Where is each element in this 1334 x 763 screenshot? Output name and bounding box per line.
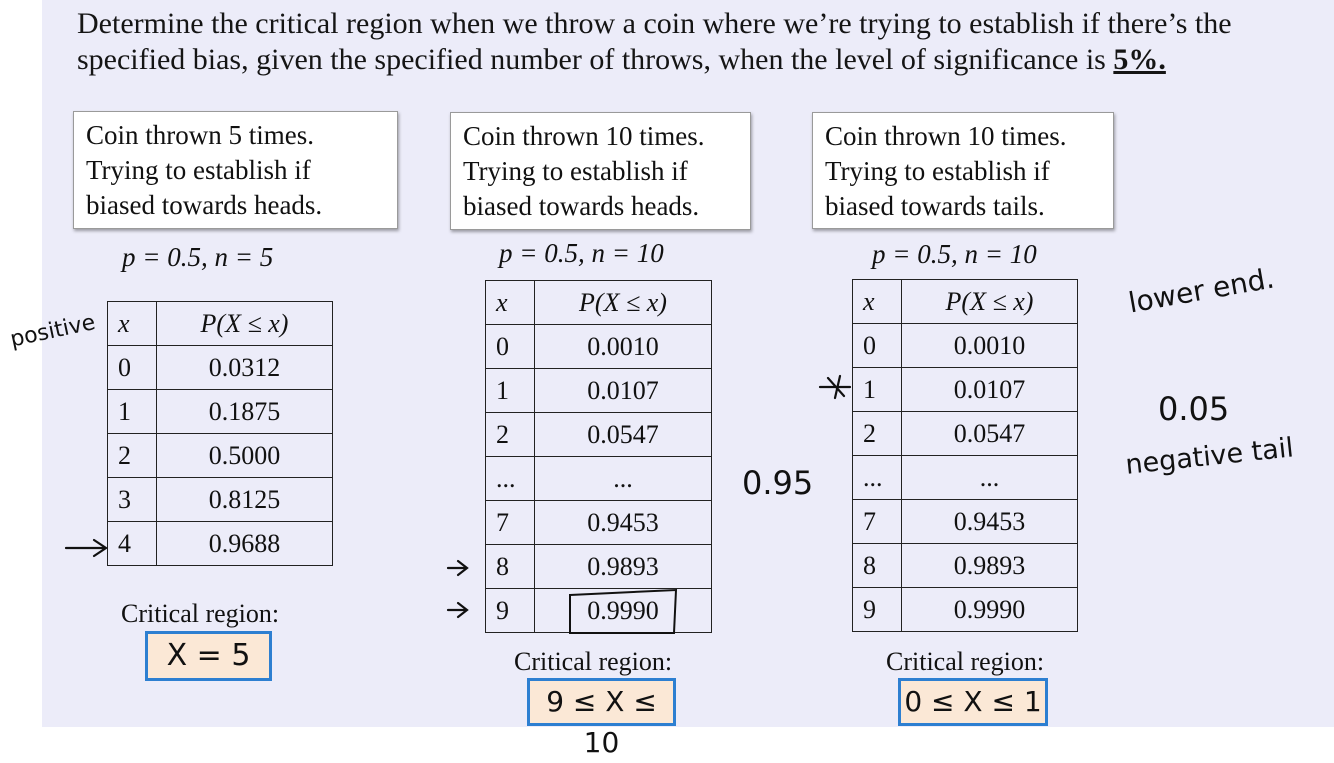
annotation-0-05: 0.05 [1158, 390, 1230, 428]
cell-prob: 0.9453 [535, 501, 712, 545]
table-row [486, 325, 712, 369]
annotation-0-95: 0.95 [742, 464, 814, 502]
scenario-3-params: p = 0.5, n = 10 [872, 239, 1037, 269]
arrow-row-8-icon [446, 558, 472, 578]
scenario-1-params: p = 0.5, n = 5 [122, 242, 274, 272]
description-line: Trying to establish if [825, 156, 1050, 186]
header-cumulative-prob: P(X ≤ x) [535, 281, 712, 325]
description-line: biased towards heads. [463, 191, 700, 221]
table-row [108, 346, 333, 390]
header-cumulative-prob: P(X ≤ x) [902, 280, 1078, 324]
table-row [108, 478, 333, 522]
cell-x: 7 [486, 501, 535, 545]
cell-x: 2 [108, 434, 157, 478]
table-row [853, 368, 1078, 412]
table-row [486, 545, 712, 589]
table-row [108, 522, 333, 566]
scenario-2-critical-label: Critical region: [514, 647, 673, 676]
table-row [108, 434, 333, 478]
cell-x: 0 [486, 325, 535, 369]
question-title [77, 6, 1327, 78]
table-row [853, 324, 1078, 368]
scenario-3-table [852, 279, 1078, 632]
annotation-lower-end: lower end. [1126, 261, 1277, 320]
cell-prob: 0.0547 [902, 412, 1078, 456]
scenario-3-critical-answer: 0 ≤ X ≤ 1 [898, 678, 1048, 726]
cell-prob: 0.8125 [157, 478, 333, 522]
scenario-2-description [450, 112, 751, 230]
cell-x: ... [486, 457, 535, 501]
description-line: Coin thrown 10 times. [825, 121, 1067, 151]
scenario-3-description [812, 112, 1114, 229]
scenario-3-critical-label: Critical region: [886, 647, 1045, 676]
cell-x: 4 [108, 522, 157, 566]
table-row [853, 500, 1078, 544]
cell-prob: 0.0010 [535, 325, 712, 369]
cell-prob: 0.0547 [535, 413, 712, 457]
cell-x: ... [853, 456, 902, 500]
cell-x: 7 [853, 500, 902, 544]
cell-x: 9 [486, 589, 535, 633]
header-x: x [853, 280, 902, 324]
cell-prob: ... [902, 456, 1078, 500]
cell-x: 8 [853, 544, 902, 588]
header-x: x [108, 302, 157, 346]
scenario-2-table [485, 280, 712, 633]
cell-prob: ... [535, 457, 712, 501]
question-text: Determine the critical region when we throw a coin where we’re trying to establish if there’s the specified bias, given the specified number of throws, when the level of significance is [77, 7, 1232, 76]
arrow-row-9-icon [446, 600, 472, 620]
table-row [853, 412, 1078, 456]
scenario-1-critical-answer: X = 5 [145, 631, 272, 681]
scenario-1-critical-label: Critical region: [121, 599, 280, 628]
table-row [486, 369, 712, 413]
significance-level: 5%. [1113, 43, 1166, 76]
scenario-1-description [73, 111, 398, 229]
cell-prob: 0.0312 [157, 346, 333, 390]
scenario-1-table [107, 301, 333, 566]
scenario-2-critical-answer: 9 ≤ X ≤ 10 [527, 678, 676, 726]
cell-x: 1 [108, 390, 157, 434]
header-cumulative-prob: P(X ≤ x) [157, 302, 333, 346]
annotation-positive: positive [8, 310, 98, 353]
description-line: biased towards tails. [825, 191, 1045, 221]
cell-x: 1 [486, 369, 535, 413]
cell-x: 0 [108, 346, 157, 390]
cell-x: 3 [108, 478, 157, 522]
cell-prob: 0.9453 [902, 500, 1078, 544]
cell-x: 0 [853, 324, 902, 368]
circled-value-0-9990-icon [564, 587, 680, 637]
cell-prob: 0.0010 [902, 324, 1078, 368]
description-line: Coin thrown 5 times. [86, 120, 314, 150]
table-header-row [486, 281, 712, 325]
cell-x: 1 [853, 368, 902, 412]
header-x: x [486, 281, 535, 325]
table-row [486, 413, 712, 457]
cell-x: 2 [486, 413, 535, 457]
cell-prob: 0.9893 [535, 545, 712, 589]
cell-prob: 0.9990 [535, 589, 712, 633]
cell-prob: 0.0107 [902, 368, 1078, 412]
table-row [486, 457, 712, 501]
cell-prob: 0.9893 [902, 544, 1078, 588]
table-row [853, 588, 1078, 632]
table-row [853, 544, 1078, 588]
annotation-negative-tail: negative tail [1124, 432, 1296, 481]
cell-prob: 0.5000 [157, 434, 333, 478]
description-line: Coin thrown 10 times. [463, 121, 705, 151]
cell-prob: 0.1875 [157, 390, 333, 434]
arrow-row-4-icon [64, 536, 110, 560]
table-header-row [108, 302, 333, 346]
cell-prob: 0.9688 [157, 522, 333, 566]
cell-x: 9 [853, 588, 902, 632]
cell-prob: 0.9990 [902, 588, 1078, 632]
description-line: biased towards heads. [86, 190, 323, 220]
table-row [486, 501, 712, 545]
description-line: Trying to establish if [463, 156, 688, 186]
cell-prob: 0.0107 [535, 369, 712, 413]
cell-x: 8 [486, 545, 535, 589]
scenario-2-params: p = 0.5, n = 10 [499, 238, 664, 268]
cell-x: 2 [853, 412, 902, 456]
table-header-row [853, 280, 1078, 324]
table-row [853, 456, 1078, 500]
description-line: Trying to establish if [86, 155, 311, 185]
table-row [108, 390, 333, 434]
star-mark-row-1-icon [816, 373, 852, 401]
